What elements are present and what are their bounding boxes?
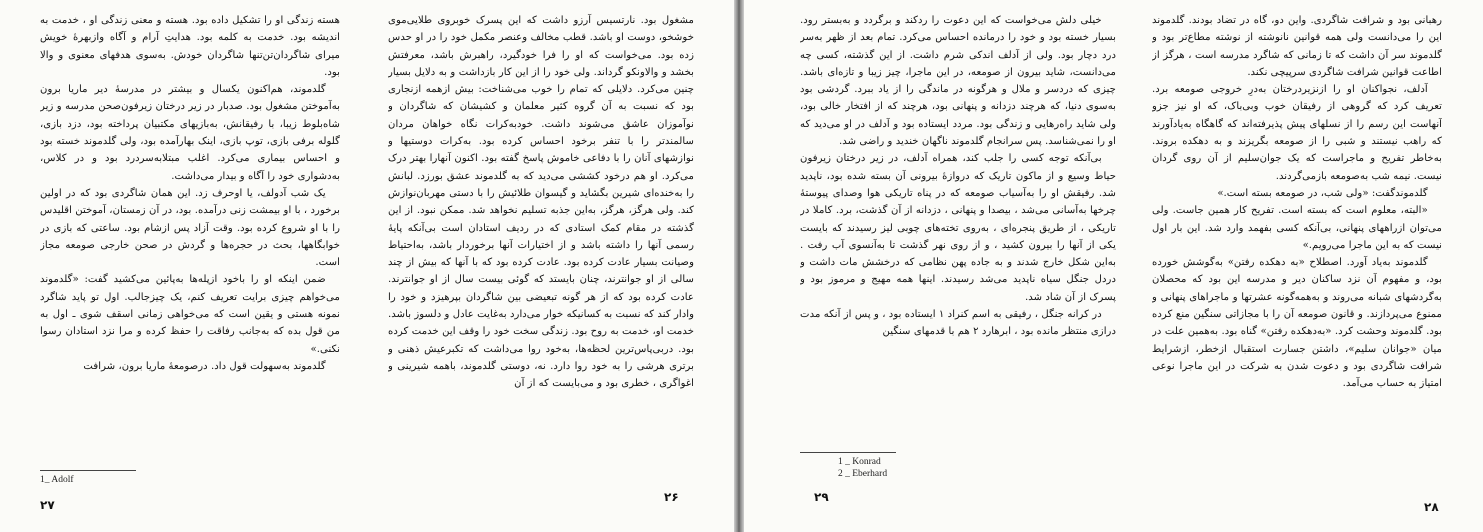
paragraph: گلدموند به‌یاد آورد. اصطلاح «به دهکده رفتن» به‌گوشش خورده بود، و مفهوم آن نزد ساکنان دیر و مدرسه این بود که محصلان به‌گردشهای شبانه می‌روند و به‌همه‌گونه عشرتها و ماجراهای پنهانی و ممنوع می‌پردازند. و قانون صومعه آن را با مجازاتی سنگین منع کرده بود. گلدموند وحشت کرد. «به‌دهکده رفتن» گناه بود. به‌همین علت در میان «جوانان سلیم»، داشتن جسارت استقبال ازخطر، ازشرایط شرافت شاگردی بود و دعوت شدن به شرکت در این ماجرا نوعی امتیاز به حساب می‌آمد. — [1152, 257, 1442, 390]
paragraph: «البته، معلوم است که بسته است. تفریح کار همین جاست. ولی می‌توان ازراههای پنهانی، بی‌آنکه کسی بفهمد وارد شد. این بار اول نیست که به این ماجرا می‌رویم.» — [1152, 205, 1442, 251]
paragraph: یک شب آدولف، یا اوحرف زد. این همان شاگردی بود که در اولین برخورد ، با او بیمشت زنی درآمده. بود، در آن زمستان، آموختن اقلیدس را با او شروع کرده بود. وقت آزاد پس ازشام بود. ساعتی که بازی در خوابگاهها، بحث در حجره‌ها و گردش در صحن خارجی صومعه مجاز است. — [40, 187, 340, 269]
paragraph: در کرانه جنگل ، رفیقی به اسم کنراد ۱ ایستاده بود ، و پس از آنکه مدت درازی منتظر مانده بود ، ابرهارد ۲ هم با قدمهای سنگین — [800, 309, 1116, 338]
page-26-text — [388, 12, 694, 468]
page-29-text — [800, 12, 1116, 444]
book-gutter — [734, 0, 744, 532]
paragraph: ضمن اینکه او را باخود ازپله‌ها به‌پائین می‌کشید گفت: «گلدموند می‌خواهم چیزی برایت تعریف کنم، یک چیزجالب. اول تو پاید شاگرد نمونه هستی و یقین است که می‌خواهی زمانی اسقف شوی ـ اول به من قول بده که به‌جانب رفاقت را حفظ کرده و مرا نزد استادان رسوا نکنی.» — [40, 274, 340, 355]
paragraph: رهبانی بود و شرافت شاگردی. واین دو، گاه در تضاد بودند. گلدموند این را می‌دانست ولی همه قوانین نانوشته از نوشته مطاع‌تر بود و گلدموند سر آن داشت که تا زمانی که شاگرد مدرسه است ، هرگز از اطاعت قوانین شرافت شاگردی سرپیچی نکند. — [1152, 15, 1442, 78]
page-number: ۲۸ — [1424, 500, 1439, 514]
paragraph: هسته زندگی او را تشکیل داده بود. هسته و معنی زندگی او ، خدمت به اندیشه بود. خدمت به کلمه بود. هدایتِ آرام و آگاه وازبهرهٔ خویش میرای شاگردان‌تن‌تنها شاگردان خودش. به‌سوی هدفهای معنوی و والا بود. — [40, 15, 340, 78]
page-27-footnotes — [40, 474, 200, 486]
left-page-spread — [0, 0, 734, 532]
page-number: ۲۹ — [814, 490, 829, 504]
page-number: ۲۷ — [40, 498, 55, 512]
paragraph: آدلف، نجواکنان او را ازنزیردرختان به‌درِ خروجی صومعه برد. تعریف کرد که گروهی از رفیقان خوب وبی‌باک، که او نیز جزو آنهاست این رسم را از نسلهای پیش پذیرفته‌اند که گاهگاه به‌یادآورند که راهب نیستند و شبی را از صومعه بگریزند و به دهکده بروند. به‌خاطر تفریح و ماجراست که یک جوان‌سلیم از آن روی گردان نیست. نیمه شب به‌صومعه بازمی‌گردند. — [1152, 84, 1442, 182]
footnote-rule — [40, 470, 136, 471]
paragraph: خیلی دلش می‌خواست که این دعوت را ردکند و برگردد و به‌بستر رود. بسیار خسته بود و خود را درمانده احساس می‌کرد. تمام بعد از ظهر به‌سر درد دچار بود. ولی از آدلف اندکی شرم داشت. از این گذشته، کسی چه می‌دانست، شاید بیرون از صومعه، در این ماجرا، چیز زیبا و تازه‌ای باشد. چیزی که دردسر و ملال و هرگونه در ماندگی را از یاد ببرد. گردشی بود به‌سوی دنیا، که هرچند دزدانه و پنهانی بود، هرچند که از افتخار خالی بود، ولی شاید راه‌رهایی و زندگی بود. مردد ایستاده بود و آدلف در او می‌دید که او را نمی‌شناسد. پس سرانجام گلدموند ناگهان خندید و راضی شد. — [800, 15, 1116, 148]
paragraph: بی‌آنکه توجه کسی را جلب کند، همراه آدلف، در زیر درختان زیرفون حیاط وسیع و از ماکون تاریک که دروازهٔ بیرونی آن بسته شده بود، ناپدید شد. رفیقش او را به‌آسیاب صومعه که در پناه تاریکی هوا وصدای پیوستهٔ چرخها به‌آسانی می‌شد ، بیصدا و پنهانی ، دزدانه از آن گذشت، برد. کاملا در تاریکی ، از طریق پنجره‌ای ، به‌روی تخته‌های چوبی لیز رسیدند که بایست یکی از آنها را بیرون کشید ، و از روی نهر گذشت تا به‌آنسوی آب رفت . به‌این شکل خارج شدند و به جاده پهن نظامی که درخشش مات داشت و دردل جنگل سیاه ناپدید می‌شد رسیدند. اینها همه مهیج و مرموز بود و پسرک از آن شاد شد. — [800, 153, 1116, 303]
paragraph: گلدموند به‌سهولت قول داد. درصومعهٔ ماریا برون، شرافت — [83, 360, 326, 372]
footnote: 1 _ Konrad — [838, 457, 881, 467]
footnote-rule — [800, 452, 896, 453]
paragraph: مشغول بود. نارتسیس آرزو داشت که این پسرک خوبروی طلایی‌موی خوشخو، دوست او باشد. قطب مخالف وعنصر مکمل خود را در او حدس زده بود. می‌خواست که او را فرا خودگیرد، راهبرش باشد، معرفتش بخشد و والاونکو گرداند. ولی خود را از این کار بازداشت و به دلایل بسیار چنین می‌کرد. دلایلی که تمام را خوب می‌شناخت: بیش ازهمه ازنجاری بود که نسبت به آن گروه کثیر معلمان و کشیشان که شاگردان و نوآموزان عاشق می‌شوند داشت. خودبه‌کرات نگاه خواهان مردان سالمندتر را با تنفر برخود احساس کرده بود. به‌کرات دوستیها و نوازشهای آنان را با دفاعی خاموش پاسخ گفته بود. اکنون آنهارا بهتر درک می‌کرد. او هم درخود کششی می‌دید که به گلدموند عشق بورزد. لبانش را به‌خنده‌ای شیرین بگشاید و گیسوان طلائیش را با دستی مهربان‌نوازش کند. ولی هرگز، هرگز، به‌این جذبه تسلیم نخواهد شد. ممکن نبود. از این گذشته در مقام کمک استادی که در ردیف استادان است بی‌آنکه پایهٔ رسمی آنها را داشته باشد و از اختیارات آنها برخوردار باشد، به‌احتیاط وصیانت بسیار عادت کرده بود. عادت کرده بود که با آنها که بیش از چند سالی از او جوانترند، چنان بایستد که گوئی بیست سال از او جوانترند. عادت کرده بود که از هر گونه تبعیضی بین شاگردان بپرهیزد و خود را وادار کند که نسبت به کسانیکه خوار می‌دارد به‌غایت عادل و دلسوز باشد. خدمت او، خدمت به روح بود. زندگی سخت خود را وقف این خدمت کرده بود. دربی‌پاس‌ترین لحظه‌ها، به‌خود روا می‌داشت که تکبرعیش ذهنی و برتری هرشی را به خود روا دارد. نه، دوستی گلدموند، باهمه شیرینی و اغواگری ، خطری بود و می‌بایست که از آن — [388, 15, 694, 390]
page-29-footnotes — [838, 456, 998, 480]
paragraph: گلدموندگفت: «ولی شب، در صومعه بسته است.» — [1217, 187, 1428, 199]
right-page-spread — [744, 0, 1483, 532]
footnote: 1_ Adolf — [40, 475, 74, 485]
page-number: ۲۶ — [664, 490, 679, 504]
paragraph: گلدموند، هم‌اکنون یکسال و بیشتر در مدرسهٔ دیر ماریا برون به‌آموختن مشغول بود. صدبار در زیر درختان زیرفون‌صحن مدرسه و زیر شاه‌بلوط زیبا، با رفیقانش، به‌بازیهای مکتبیان پرداخته بود، دزد بازی، گلوله برفی بازی، توپ بازی، اینک بهارآمده بود، ولی گلدموند خسته بود و احساس بیماری می‌کرد. اغلب مبتلابه‌سردرد بود و در کلاس، به‌دشواری خود را آگاه و بیدار می‌داشت. — [40, 84, 340, 182]
footnote: 2 _ Eberhard — [838, 469, 888, 479]
page-27-text — [40, 12, 340, 452]
page-28-text — [1152, 12, 1442, 468]
